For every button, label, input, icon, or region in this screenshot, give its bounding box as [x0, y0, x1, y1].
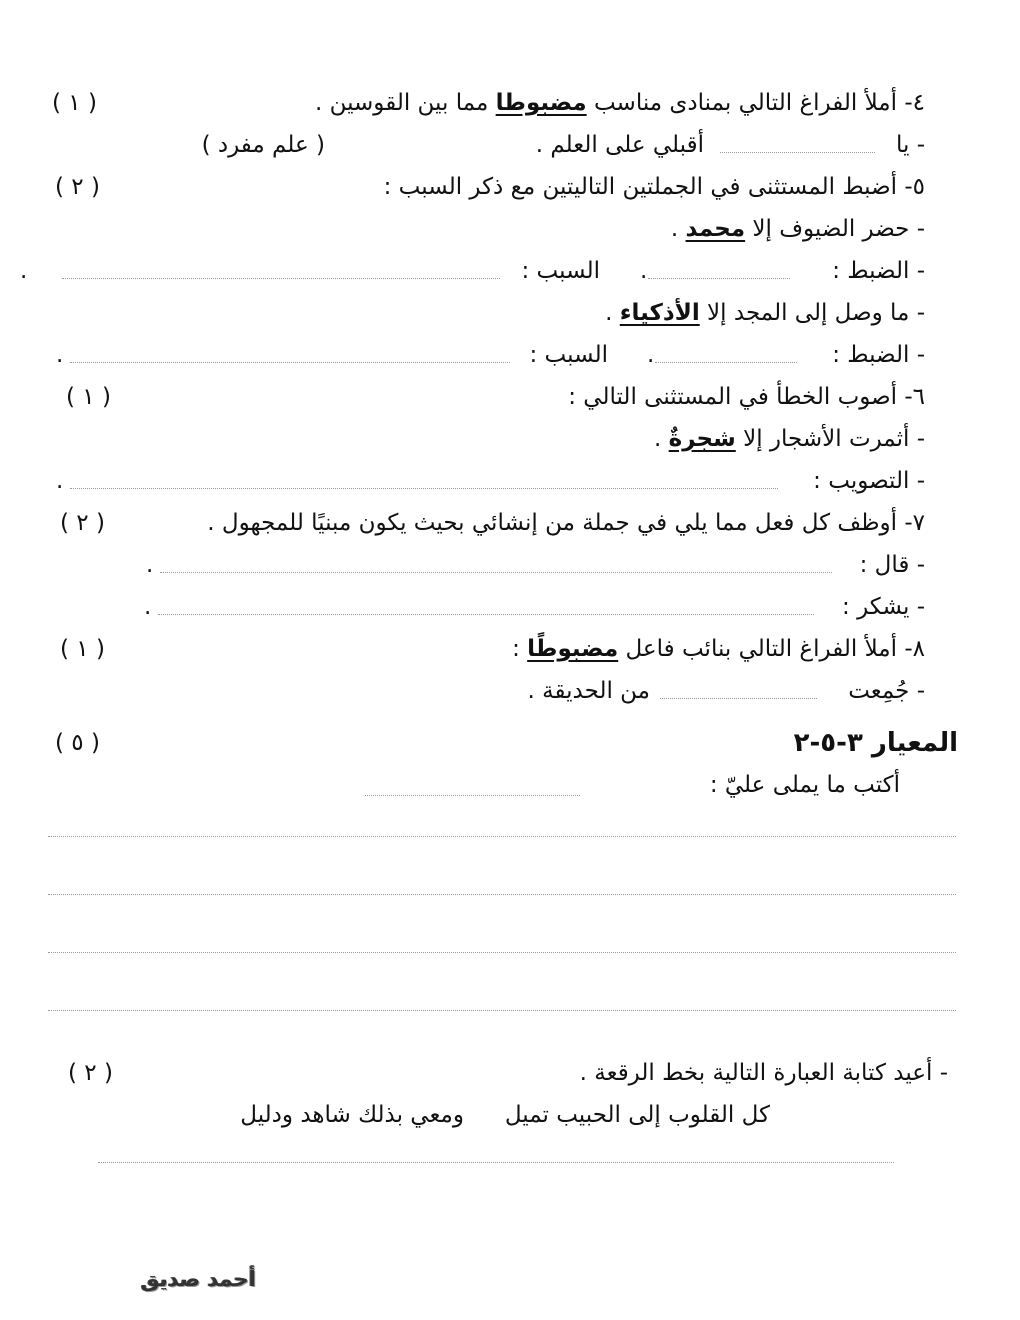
q7-verb-1: - قال : [859, 552, 925, 578]
standard-mark: ( ٥ ) [55, 730, 100, 756]
q5-sentence-2: - ما وصل إلى المجد إلا الأذكياء . [605, 300, 925, 326]
q8-suffix: من الحديقة . [527, 678, 650, 704]
q4-prefix: - يا [895, 132, 925, 158]
q6-sentence: - أثمرت الأشجار إلا شجرةٌ . [654, 426, 925, 452]
dictation-line-2[interactable] [48, 894, 956, 895]
q7-blank-2[interactable] [158, 614, 814, 615]
dictation-line-3[interactable] [48, 952, 956, 953]
q5-emphasis-1: محمد [685, 216, 746, 242]
q5-dabt-blank-1[interactable] [648, 278, 790, 279]
q5-dabt-label-1: - الضبط : [832, 258, 925, 284]
q4-title: ٤- أملأ الفراغ التالي بمنادى مناسب مضبوطا مما بين القوسين . [314, 90, 925, 116]
q8-emphasis: مضبوطًا [527, 636, 619, 662]
q5-dot: . [56, 342, 64, 368]
dictation-line-4[interactable] [48, 1010, 956, 1011]
q4-emphasis: مضبوطا [495, 90, 587, 116]
q5-dabt-label-2: - الضبط : [832, 342, 925, 368]
signature: أحمد صديق [140, 1267, 256, 1291]
q5-sentence-1: - حضر الضيوف إلا محمد . [670, 216, 925, 242]
q4-blank[interactable] [720, 152, 875, 153]
q7-blank-1[interactable] [160, 572, 832, 573]
verse-first-half: كل القلوب إلى الحبيب تميل [504, 1102, 770, 1128]
q8-prefix: - جُمِعت [848, 678, 925, 704]
q7-mark: ( ٢ ) [60, 510, 105, 536]
q6-mark: ( ١ ) [66, 384, 111, 410]
q5-sabab-label-1: السبب : [521, 258, 600, 284]
q5-sabab-blank-1[interactable] [62, 278, 500, 279]
handwriting-answer-line[interactable] [98, 1162, 894, 1163]
q6-emphasis: شجرةٌ [668, 426, 736, 452]
handwriting-instruction: - أعيد كتابة العبارة التالية بخط الرقعة . [579, 1060, 948, 1086]
q5-dot: . [647, 342, 655, 368]
q4-hint: ( علم مفرد ) [201, 132, 325, 158]
standard-heading: المعيار ٣-٥-٢ [793, 728, 958, 758]
q7-dot: . [146, 552, 154, 578]
q6-dot: . [56, 468, 64, 494]
q5-dot: . [640, 258, 648, 284]
q5-title: ٥- أضبط المستثنى في الجملتين التاليتين مع ذكر السبب : [383, 174, 925, 200]
dictation-line-1[interactable] [48, 836, 956, 837]
verse-second-half: ومعي بذلك شاهد ودليل [240, 1102, 464, 1128]
q6-fix-blank[interactable] [70, 488, 778, 489]
q5-emphasis-2: الأذكياء [619, 300, 700, 326]
dictation-instruction: أكتب ما يملى عليّ : [709, 772, 900, 798]
q5-mark: ( ٢ ) [55, 174, 100, 200]
q6-fix-label: - التصويب : [813, 468, 925, 494]
dictation-short-line[interactable] [365, 795, 580, 796]
q7-verb-2: - يشكر : [842, 594, 925, 620]
handwriting-mark: ( ٢ ) [68, 1060, 113, 1086]
q7-title: ٧- أوظف كل فعل مما يلي في جملة من إنشائي بحيث يكون مبنيًا للمجهول . [207, 510, 925, 536]
q5-dot: . [20, 258, 28, 284]
q5-dabt-blank-2[interactable] [655, 362, 797, 363]
q8-blank[interactable] [660, 698, 817, 699]
q5-sabab-label-2: السبب : [529, 342, 608, 368]
q6-title: ٦- أصوب الخطأ في المستثنى التالي : [568, 384, 925, 410]
q8-mark: ( ١ ) [60, 636, 105, 662]
q8-title: ٨- أملأ الفراغ التالي بنائب فاعل مضبوطًا : [512, 636, 925, 662]
q7-dot: . [144, 594, 152, 620]
q4-mark: ( ١ ) [52, 90, 97, 116]
q5-sabab-blank-2[interactable] [70, 362, 510, 363]
q4-suffix: أقبلي على العلم . [535, 132, 704, 158]
